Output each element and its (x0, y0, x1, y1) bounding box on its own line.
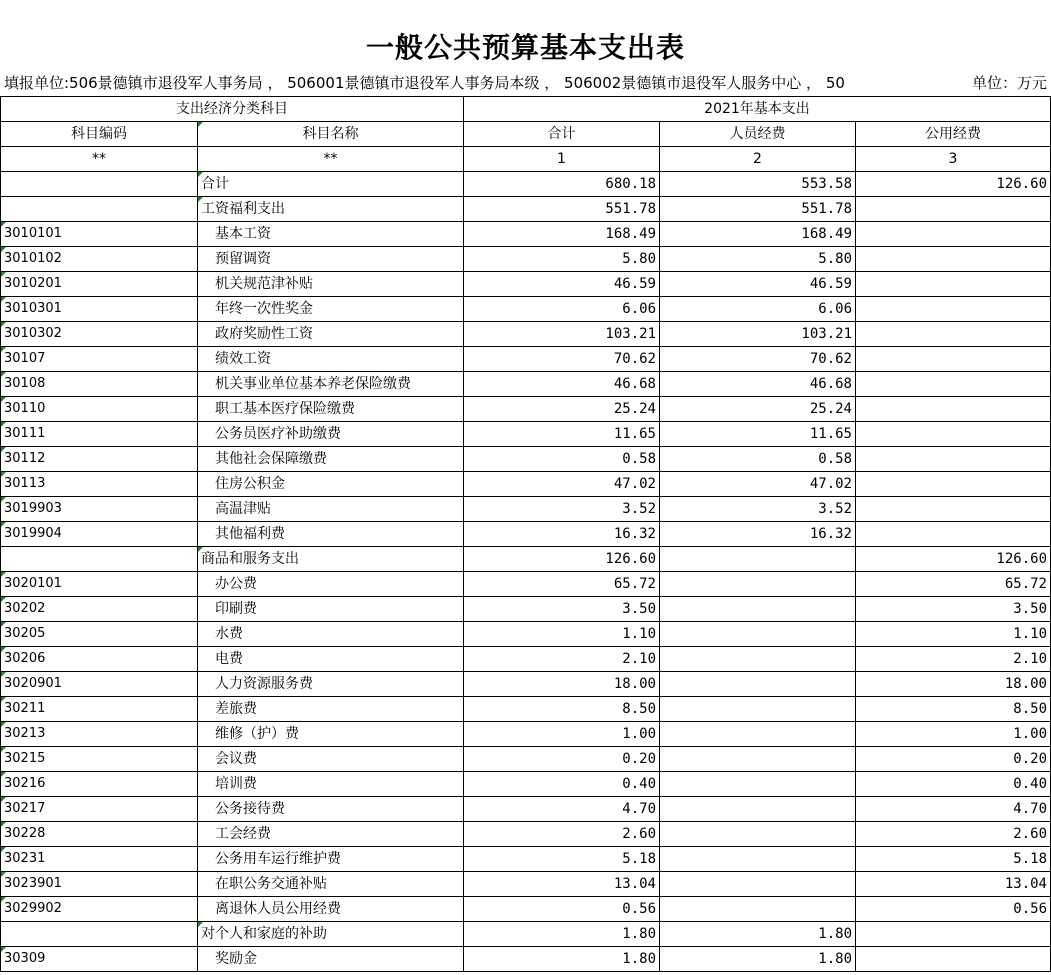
cell-personnel: 11.65 (660, 422, 856, 447)
cell-total: 103.21 (464, 322, 660, 347)
cell-personnel: 6.06 (660, 297, 856, 322)
cell-total: 25.24 (464, 397, 660, 422)
cell-code: 30216 (1, 772, 198, 797)
index-personnel: 2 (660, 147, 856, 172)
cell-personnel (660, 772, 856, 797)
cell-total: 0.20 (464, 747, 660, 772)
cell-personnel: 168.49 (660, 222, 856, 247)
cell-name: 高温津贴 (198, 497, 464, 522)
cell-total: 168.49 (464, 222, 660, 247)
cell-personnel: 3.52 (660, 497, 856, 522)
cell-personnel (660, 547, 856, 572)
cell-personnel (660, 572, 856, 597)
cell-public (856, 947, 1051, 972)
cell-name: 年终一次性奖金 (198, 297, 464, 322)
cell-code: 30211 (1, 697, 198, 722)
cell-total: 13.04 (464, 872, 660, 897)
cell-personnel: 25.24 (660, 397, 856, 422)
table-header (1, 97, 1051, 172)
cell-public (856, 322, 1051, 347)
cell-total: 46.59 (464, 272, 660, 297)
cell-name: 在职公务交通补贴 (198, 872, 464, 897)
index-name: ** (198, 147, 464, 172)
cell-name: 政府奖励性工资 (198, 322, 464, 347)
cell-code: 30206 (1, 647, 198, 672)
cell-name: 人力资源服务费 (198, 672, 464, 697)
cell-public (856, 447, 1051, 472)
cell-public: 4.70 (856, 797, 1051, 822)
cell-total: 4.70 (464, 797, 660, 822)
cell-total: 0.40 (464, 772, 660, 797)
cell-code: 30202 (1, 597, 198, 622)
cell-personnel (660, 872, 856, 897)
index-total: 1 (464, 147, 660, 172)
table-row (1, 347, 1051, 372)
cell-personnel (660, 697, 856, 722)
table-row (1, 397, 1051, 422)
header-total: 合计 (464, 122, 660, 147)
cell-total: 126.60 (464, 547, 660, 572)
cell-code: 3020901 (1, 672, 198, 697)
header-name: 科目名称 (198, 122, 464, 147)
cell-personnel: 16.32 (660, 522, 856, 547)
cell-name: 办公费 (198, 572, 464, 597)
table-row (1, 422, 1051, 447)
table-row (1, 372, 1051, 397)
cell-public: 3.50 (856, 597, 1051, 622)
cell-name: 会议费 (198, 747, 464, 772)
cell-name: 机关事业单位基本养老保险缴费 (198, 372, 464, 397)
cell-code: 3023901 (1, 872, 198, 897)
table-row (1, 822, 1051, 847)
cell-public: 5.18 (856, 847, 1051, 872)
header-group-row (1, 97, 1051, 122)
cell-code: 30231 (1, 847, 198, 872)
cell-code: 30110 (1, 397, 198, 422)
cell-total: 0.58 (464, 447, 660, 472)
table-row (1, 947, 1051, 972)
table-row (1, 597, 1051, 622)
cell-name: 电费 (198, 647, 464, 672)
cell-personnel (660, 847, 856, 872)
cell-public: 0.40 (856, 772, 1051, 797)
table-row (1, 247, 1051, 272)
cell-total: 65.72 (464, 572, 660, 597)
cell-code: 3010302 (1, 322, 198, 347)
cell-name: 基本工资 (198, 222, 464, 247)
table-row (1, 222, 1051, 247)
cell-code: 3019904 (1, 522, 198, 547)
currency-unit: 单位：万元 (971, 74, 1047, 92)
table-row (1, 497, 1051, 522)
cell-personnel: 46.68 (660, 372, 856, 397)
table-row (1, 847, 1051, 872)
header-code: 科目编码 (1, 122, 198, 147)
cell-code (1, 197, 198, 222)
cell-personnel: 5.80 (660, 247, 856, 272)
cell-code: 3020101 (1, 572, 198, 597)
budget-table (0, 96, 1051, 972)
cell-code (1, 547, 198, 572)
cell-public (856, 422, 1051, 447)
cell-code: 30111 (1, 422, 198, 447)
cell-personnel: 47.02 (660, 472, 856, 497)
cell-name: 绩效工资 (198, 347, 464, 372)
cell-personnel (660, 672, 856, 697)
table-row (1, 172, 1051, 197)
cell-public: 13.04 (856, 872, 1051, 897)
cell-total: 1.10 (464, 622, 660, 647)
cell-name: 奖励金 (198, 947, 464, 972)
cell-personnel: 551.78 (660, 197, 856, 222)
cell-public: 1.00 (856, 722, 1051, 747)
cell-code: 30215 (1, 747, 198, 772)
cell-personnel (660, 597, 856, 622)
cell-public: 1.10 (856, 622, 1051, 647)
cell-code: 30112 (1, 447, 198, 472)
cell-total: 2.60 (464, 822, 660, 847)
cell-name: 公务用车运行维护费 (198, 847, 464, 872)
cell-total: 46.68 (464, 372, 660, 397)
cell-total: 5.80 (464, 247, 660, 272)
cell-public (856, 472, 1051, 497)
filing-unit: 填报单位:506景德镇市退役军人事务局 ， 506001景德镇市退役军人事务局本级 ， 506002景德镇市退役军人服务中心 ， 50 (4, 74, 845, 92)
table-row (1, 547, 1051, 572)
cell-code: 3029902 (1, 897, 198, 922)
cell-name: 培训费 (198, 772, 464, 797)
table-row (1, 747, 1051, 772)
cell-total: 551.78 (464, 197, 660, 222)
cell-total: 1.80 (464, 947, 660, 972)
table-row (1, 872, 1051, 897)
cell-name: 预留调资 (198, 247, 464, 272)
cell-personnel: 1.80 (660, 922, 856, 947)
cell-code: 30108 (1, 372, 198, 397)
cell-public (856, 297, 1051, 322)
cell-name: 差旅费 (198, 697, 464, 722)
cell-public (856, 522, 1051, 547)
cell-name: 其他社会保障缴费 (198, 447, 464, 472)
cell-name: 工资福利支出 (198, 197, 464, 222)
cell-personnel (660, 722, 856, 747)
cell-personnel: 46.59 (660, 272, 856, 297)
cell-name: 住房公积金 (198, 472, 464, 497)
cell-public (856, 347, 1051, 372)
cell-public (856, 272, 1051, 297)
cell-public (856, 197, 1051, 222)
cell-total: 0.56 (464, 897, 660, 922)
cell-public: 2.60 (856, 822, 1051, 847)
cell-name: 对个人和家庭的补助 (198, 922, 464, 947)
cell-total: 16.32 (464, 522, 660, 547)
cell-name: 职工基本医疗保险缴费 (198, 397, 464, 422)
table-row (1, 722, 1051, 747)
cell-name: 离退休人员公用经费 (198, 897, 464, 922)
table-row (1, 647, 1051, 672)
cell-name: 工会经费 (198, 822, 464, 847)
cell-code: 30213 (1, 722, 198, 747)
report-title: 一般公共预算基本支出表 (365, 31, 685, 64)
cell-name: 其他福利费 (198, 522, 464, 547)
cell-total: 3.50 (464, 597, 660, 622)
cell-total: 5.18 (464, 847, 660, 872)
cell-public: 126.60 (856, 172, 1051, 197)
cell-public (856, 247, 1051, 272)
header-personnel: 人员经费 (660, 122, 856, 147)
index-public: 3 (856, 147, 1051, 172)
cell-public: 65.72 (856, 572, 1051, 597)
cell-name: 水费 (198, 622, 464, 647)
cell-name: 机关规范津补贴 (198, 272, 464, 297)
table-row (1, 672, 1051, 697)
table-row (1, 622, 1051, 647)
cell-public (856, 397, 1051, 422)
table-row (1, 897, 1051, 922)
cell-personnel (660, 797, 856, 822)
cell-public (856, 922, 1051, 947)
table-row (1, 322, 1051, 347)
cell-code: 30228 (1, 822, 198, 847)
cell-code: 3010201 (1, 272, 198, 297)
table-row (1, 797, 1051, 822)
cell-total: 47.02 (464, 472, 660, 497)
cell-name: 维修（护）费 (198, 722, 464, 747)
cell-code: 3019903 (1, 497, 198, 522)
cell-total: 680.18 (464, 172, 660, 197)
cell-total: 3.52 (464, 497, 660, 522)
table-row (1, 297, 1051, 322)
cell-personnel: 103.21 (660, 322, 856, 347)
table-row (1, 572, 1051, 597)
cell-total: 1.80 (464, 922, 660, 947)
cell-name: 印刷费 (198, 597, 464, 622)
cell-public: 0.20 (856, 747, 1051, 772)
table-row (1, 197, 1051, 222)
table-row (1, 772, 1051, 797)
index-code: ** (1, 147, 198, 172)
cell-code: 30217 (1, 797, 198, 822)
cell-public (856, 372, 1051, 397)
cell-total: 6.06 (464, 297, 660, 322)
cell-personnel: 553.58 (660, 172, 856, 197)
table-body (1, 172, 1051, 972)
cell-personnel (660, 647, 856, 672)
cell-personnel (660, 622, 856, 647)
table-row (1, 447, 1051, 472)
header-column-row (1, 122, 1051, 147)
cell-code: 30309 (1, 947, 198, 972)
table-row (1, 922, 1051, 947)
table-row (1, 272, 1051, 297)
cell-code (1, 922, 198, 947)
cell-code: 30113 (1, 472, 198, 497)
cell-name: 公务员医疗补助缴费 (198, 422, 464, 447)
header-group-basic-expenditure: 2021年基本支出 (464, 97, 1051, 122)
cell-code: 3010101 (1, 222, 198, 247)
cell-total: 11.65 (464, 422, 660, 447)
report-meta-line (0, 71, 1051, 95)
cell-name: 公务接待费 (198, 797, 464, 822)
header-group-economic-class: 支出经济分类科目 (1, 97, 464, 122)
table-row (1, 522, 1051, 547)
cell-public: 2.10 (856, 647, 1051, 672)
cell-public: 8.50 (856, 697, 1051, 722)
cell-personnel (660, 747, 856, 772)
cell-public: 18.00 (856, 672, 1051, 697)
cell-personnel (660, 897, 856, 922)
cell-public (856, 222, 1051, 247)
cell-code: 3010301 (1, 297, 198, 322)
cell-total: 18.00 (464, 672, 660, 697)
cell-code: 30205 (1, 622, 198, 647)
table-row (1, 697, 1051, 722)
cell-code (1, 172, 198, 197)
cell-public: 126.60 (856, 547, 1051, 572)
cell-total: 2.10 (464, 647, 660, 672)
cell-personnel: 70.62 (660, 347, 856, 372)
cell-code: 3010102 (1, 247, 198, 272)
cell-name: 合计 (198, 172, 464, 197)
cell-public (856, 497, 1051, 522)
header-index-row (1, 147, 1051, 172)
cell-personnel: 0.58 (660, 447, 856, 472)
cell-public: 0.56 (856, 897, 1051, 922)
header-public: 公用经费 (856, 122, 1051, 147)
cell-total: 1.00 (464, 722, 660, 747)
cell-personnel: 1.80 (660, 947, 856, 972)
cell-name: 商品和服务支出 (198, 547, 464, 572)
cell-personnel (660, 822, 856, 847)
table-row (1, 472, 1051, 497)
cell-code: 30107 (1, 347, 198, 372)
cell-total: 8.50 (464, 697, 660, 722)
cell-total: 70.62 (464, 347, 660, 372)
